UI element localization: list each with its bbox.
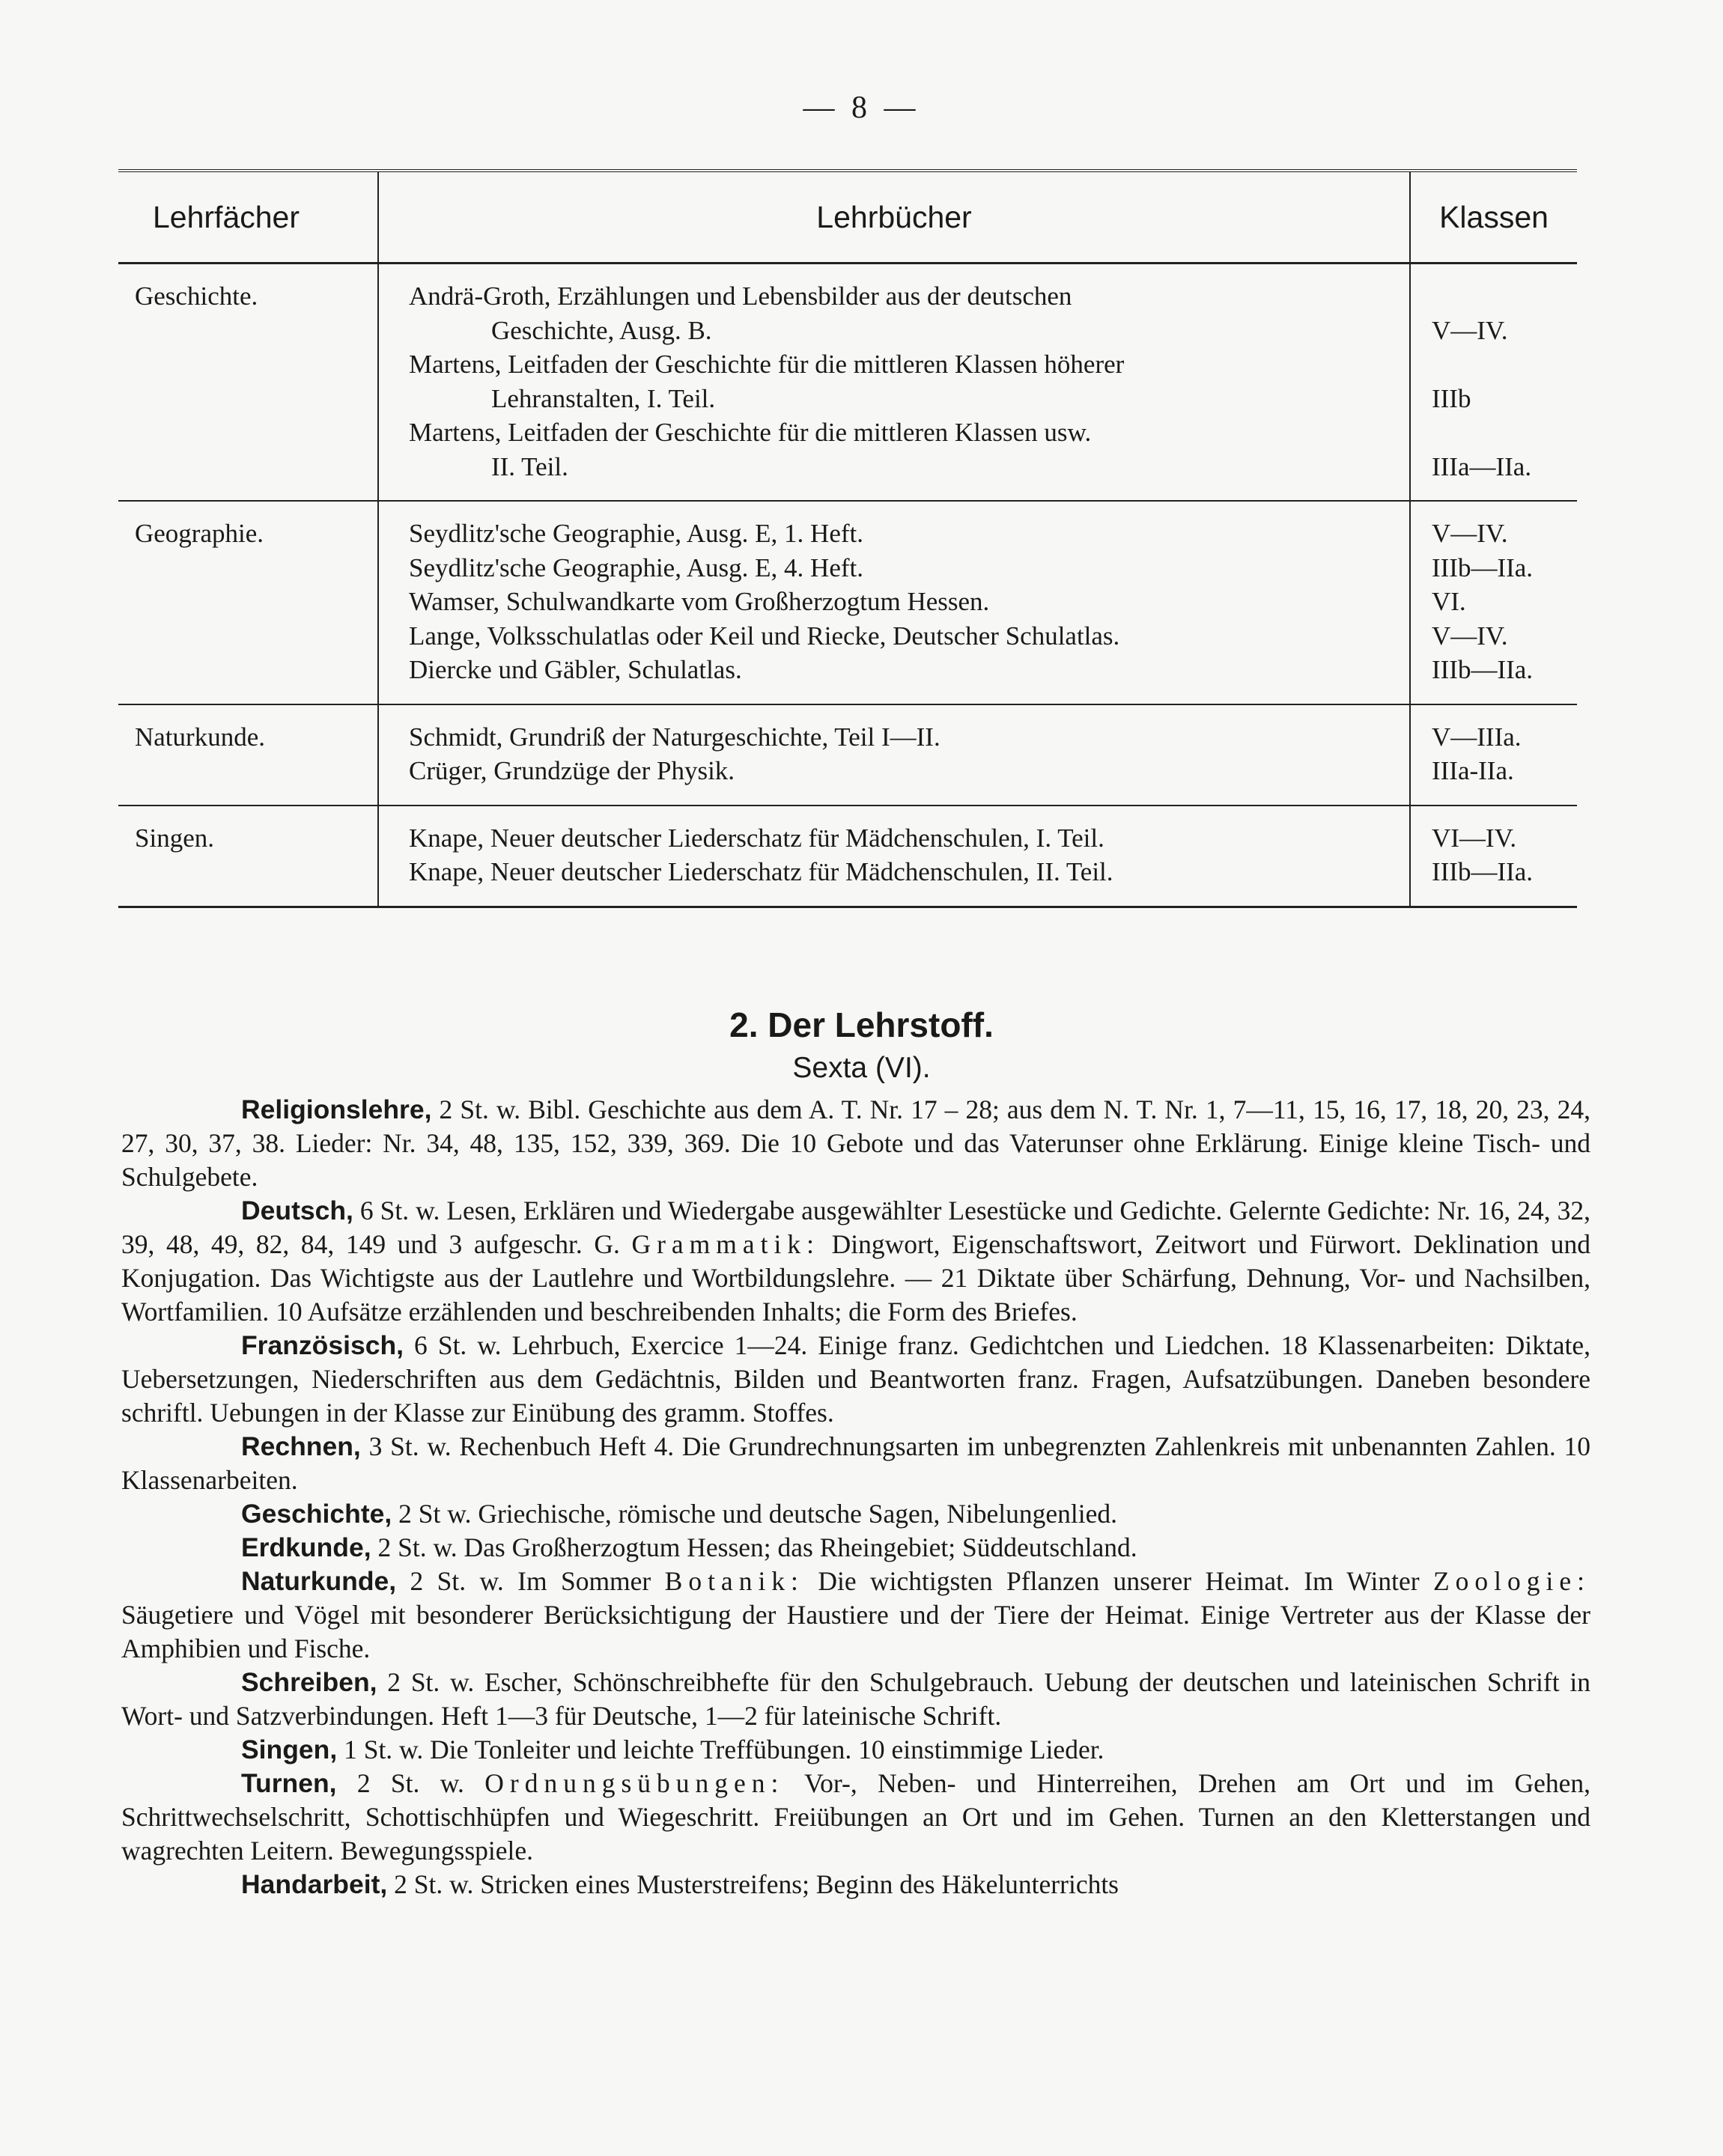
classes-cell xyxy=(1410,264,1577,502)
lesson-subject: Französisch, xyxy=(241,1330,404,1360)
lesson-spaced-term: Botanik: xyxy=(664,1566,804,1596)
lesson-spaced-term: Ordnungsübungen: xyxy=(484,1768,785,1798)
class-range: IIIa—IIa. xyxy=(1432,451,1532,481)
lesson-schreiben xyxy=(121,1666,1590,1733)
subject-cell: Naturkunde. xyxy=(118,704,378,806)
lesson-spaced-term: Grammatik: xyxy=(631,1229,820,1259)
lesson-text: 2 St. w. xyxy=(336,1768,485,1798)
lesson-text: 6 St. w. Lesen, Erklären und Wiedergabe ausgewählter Lesestücke und Gedichte. Gelernte Gedichte: Nr. 16, 24, 32, 39, 48, 49, 82, 84, 149 und 3 aufgeschr. G. xyxy=(121,1196,1590,1259)
class-range: V—IIIa. xyxy=(1432,722,1522,752)
header-books: Lehrbücher xyxy=(378,171,1410,264)
lesson-subject: Schreiben, xyxy=(241,1667,377,1697)
subject-cell: Singen. xyxy=(118,806,378,907)
lesson-text: Säugetiere und Vögel mit besonderer Berücksichtigung der Haustiere und der Tiere der Heimat. Einige Vertreter aus der Klasse der Amphibien und Fische. xyxy=(121,1600,1590,1663)
lesson-text: 6 St. w. Lehrbuch, Exercice 1—24. Einige franz. Gedichtchen und Liedchen. 18 Klassenarbeiten: Diktate, Uebersetzungen, Niederschriften aus dem Gedächtnis, Bilden und Beantworten franz. Fragen, Aufsatzübungen. Daneben besondere schriftl. Uebungen in der Klasse zur Einübung des gramm. Stoffes. xyxy=(121,1330,1590,1428)
table-header-row xyxy=(118,171,1577,264)
book-entry: Andrä-Groth, Erzählungen und Lebensbilder aus der deutschen xyxy=(409,281,1072,311)
lesson-turnen xyxy=(121,1767,1590,1868)
lesson-text: 2 St w. Griechische, römische und deutsche Sagen, Nibelungenlied. xyxy=(392,1499,1118,1529)
subject-cell: Geschichte. xyxy=(118,264,378,502)
books-cell xyxy=(378,806,1410,907)
lesson-subject: Singen, xyxy=(241,1735,338,1764)
lesson-text: 2 St. w. Escher, Schönschreibhefte für den Schulgebrauch. Uebung der deutschen und lateinischen Schrift in Wort- und Satzverbindungen. Heft 1—3 für Deutsche, 1—2 für lateinische Schrift. xyxy=(121,1667,1590,1731)
lesson-handarbeit xyxy=(121,1868,1590,1901)
class-range: V—IV. xyxy=(1432,621,1508,651)
lesson-plan xyxy=(121,1093,1590,1901)
books-cell xyxy=(378,264,1410,502)
lesson-text: Dingwort, Eigenschaftswort, Zeitwort und Fürwort. Deklination und Konjugation. Das Wichtigste aus der Lautlehre und Wortbildungslehre. — 21 Diktate über Schärfung, Dehnung, Vor- und Nachsilben, Wortfamilien. 10 Aufsätze erzählenden und beschreibenden Inhalts; die Form des Briefes. xyxy=(121,1229,1590,1327)
class-range: VI—IV. xyxy=(1432,823,1517,853)
lesson-subject: Deutsch, xyxy=(241,1196,353,1225)
book-entry: Seydlitz'sche Geographie, Ausg. E, 4. Heft. xyxy=(409,552,863,582)
lesson-deutsch xyxy=(121,1194,1590,1329)
lesson-subject: Turnen, xyxy=(241,1768,337,1798)
lesson-spaced-term: Zoologie: xyxy=(1432,1566,1590,1596)
class-range: IIIb—IIa. xyxy=(1432,552,1534,582)
lesson-text: 2 St. w. Im Sommer xyxy=(396,1566,665,1596)
book-entry: Knape, Neuer deutscher Liederschatz für Mädchenschulen, I. Teil. xyxy=(409,823,1104,853)
subject-cell: Geographie. xyxy=(118,501,378,704)
book-entry: Lange, Volksschulatlas oder Keil und Riecke, Deutscher Schulatlas. xyxy=(409,621,1120,651)
lesson-subject: Erdkunde, xyxy=(241,1532,371,1562)
lesson-text: 2 St. w. Das Großherzogtum Hessen; das Rheingebiet; Süddeutschland. xyxy=(371,1532,1137,1562)
lesson-rechnen xyxy=(121,1430,1590,1497)
book-entry-continuation: Geschichte, Ausg. B. xyxy=(491,315,712,345)
classes-cell xyxy=(1410,704,1577,806)
class-range: IIIa-IIa. xyxy=(1432,756,1514,785)
classes-cell xyxy=(1410,501,1577,704)
class-range: IIIb—IIa. xyxy=(1432,655,1534,684)
lesson-text: 3 St. w. Rechenbuch Heft 4. Die Grundrechnungsarten im unbegrenzten Zahlenkreis mit unbenannten Zahlen. 10 Klassenarbeiten. xyxy=(121,1431,1590,1495)
book-entry: Martens, Leitfaden der Geschichte für die mittleren Klassen höherer xyxy=(409,350,1125,379)
class-range: IIIb—IIa. xyxy=(1432,857,1534,886)
book-entry-continuation: II. Teil. xyxy=(491,451,568,481)
lesson-subject: Naturkunde, xyxy=(241,1566,397,1596)
book-entry-continuation: Lehranstalten, I. Teil. xyxy=(491,383,716,413)
table-row-geschichte xyxy=(118,264,1577,502)
lesson-religionslehre xyxy=(121,1093,1590,1194)
books-cell xyxy=(378,704,1410,806)
lesson-geschichte xyxy=(121,1497,1590,1531)
textbook-table xyxy=(118,169,1577,908)
header-subjects: Lehrfächer xyxy=(118,171,378,264)
section-subtitle: Sexta (VI). xyxy=(792,1052,931,1084)
lesson-franzoesisch xyxy=(121,1329,1590,1430)
lesson-naturkunde xyxy=(121,1565,1590,1666)
header-classes: Klassen xyxy=(1410,171,1577,264)
class-range: V—IV. xyxy=(1432,519,1508,548)
book-entry: Diercke und Gäbler, Schulatlas. xyxy=(409,655,742,684)
lesson-text: 2 St. w. Stricken eines Musterstreifens; Beginn des Häkelunterrichts xyxy=(387,1869,1119,1899)
lesson-subject: Religionslehre, xyxy=(241,1094,432,1124)
classes-cell xyxy=(1410,806,1577,907)
lesson-subject: Geschichte, xyxy=(241,1499,392,1529)
textbook-table-wrapper xyxy=(118,169,1577,908)
book-entry: Crüger, Grundzüge der Physik. xyxy=(409,756,735,785)
class-range: IIIb xyxy=(1432,383,1471,413)
book-entry: Knape, Neuer deutscher Liederschatz für Mädchenschulen, II. Teil. xyxy=(409,857,1113,886)
lesson-text: Vor-, Neben- und Hinterreihen, Drehen am Ort und im Gehen, Schrittwechselschritt, Schottischhüpfen und Wiegeschritt. Freiübungen an Ort und im Gehen. Turnen an den Kletterstangen und wagrechten Leitern. Bewegungsspiele. xyxy=(121,1768,1590,1866)
section-title: 2. Der Lehrstoff. xyxy=(729,1005,994,1044)
table-row-singen xyxy=(118,806,1577,907)
table-row-naturkunde xyxy=(118,704,1577,806)
book-entry: Seydlitz'sche Geographie, Ausg. E, 1. Heft. xyxy=(409,519,863,548)
page-number: — 8 — xyxy=(803,91,920,125)
book-entry: Wamser, Schulwandkarte vom Großherzogtum Hessen. xyxy=(409,587,990,616)
book-entry: Schmidt, Grundriß der Naturgeschichte, Teil I—II. xyxy=(409,722,940,752)
lesson-text: 2 St. w. Bibl. Geschichte aus dem A. T. Nr. 17 – 28; aus dem N. T. Nr. 1, 7—11, 15, 16, 17, 18, 20, 23, 24, 27, 30, 37, 38. Lieder: Nr. 34, 48, 135, 152, 339, 369. Die 10 Gebote und das Vaterunser ohne Erklärung. Einige kleine Tisch- und Schulgebete. xyxy=(121,1094,1590,1192)
class-range: V—IV. xyxy=(1432,315,1508,345)
book-entry: Martens, Leitfaden der Geschichte für die mittleren Klassen usw. xyxy=(409,418,1092,447)
table-row-geographie xyxy=(118,501,1577,704)
lesson-subject: Rechnen, xyxy=(241,1431,361,1461)
books-cell xyxy=(378,501,1410,704)
lesson-text: 1 St. w. Die Tonleiter und leichte Treffübungen. 10 einstimmige Lieder. xyxy=(337,1735,1104,1764)
lesson-erdkunde xyxy=(121,1531,1590,1565)
lesson-singen xyxy=(121,1733,1590,1767)
class-range: VI. xyxy=(1432,587,1466,616)
lesson-text: Die wichtigsten Pflanzen unserer Heimat. Im Winter xyxy=(803,1566,1433,1596)
lesson-subject: Handarbeit, xyxy=(241,1869,388,1899)
